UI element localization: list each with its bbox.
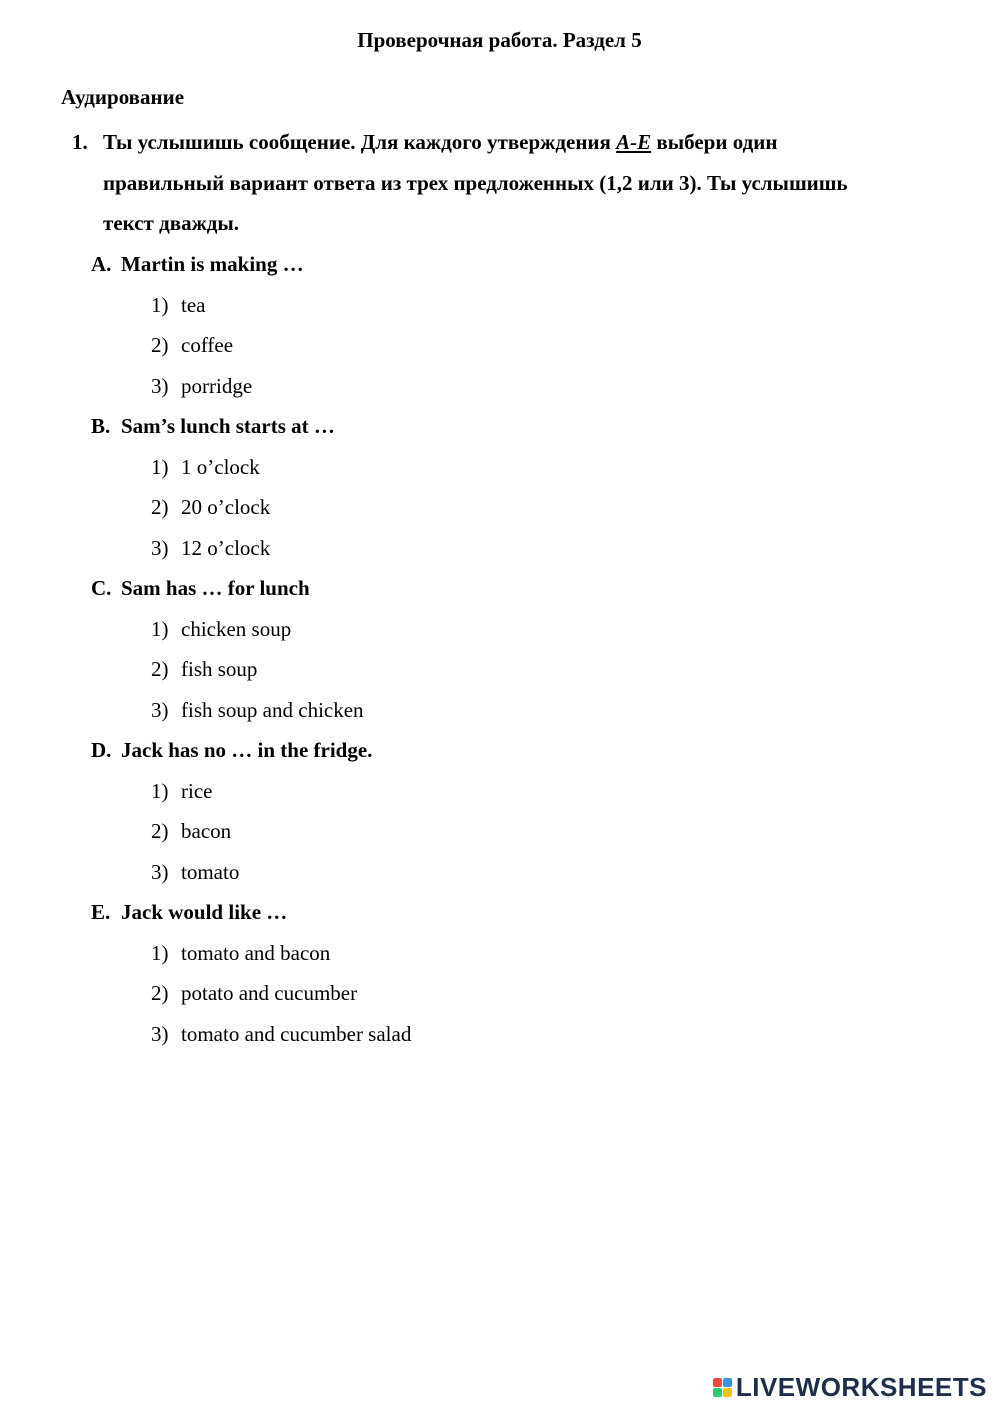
answer-option[interactable] [91,811,891,852]
option-text: fish soup and chicken [181,697,364,722]
answer-option[interactable] [91,487,891,528]
option-number: 2) [151,495,169,519]
logo-square-green [713,1388,722,1397]
option-text: rice [181,778,213,803]
answer-option[interactable] [91,447,891,488]
option-number: 1) [151,616,169,641]
question-heading [91,406,891,447]
question-letter: D. [91,738,112,762]
option-text: 1 o’clock [181,454,260,479]
question-d [91,730,891,892]
question-heading [91,892,891,933]
option-number: 2) [151,981,169,1005]
option-text: coffee [181,333,234,357]
option-text: porridge [181,373,253,398]
option-text: tomato and bacon [181,940,331,965]
option-number: 1) [151,778,169,803]
option-number: 3) [151,859,169,884]
option-text: chicken soup [181,616,292,641]
option-number: 2) [151,819,169,843]
option-number: 3) [151,535,169,560]
question-text: Sam has … for lunch [121,576,310,600]
question-b [91,406,891,568]
option-text: tomato [181,859,240,884]
option-text: bacon [181,819,232,843]
option-text: tomato and cucumber salad [181,1021,412,1046]
liveworksheets-logo [713,1372,987,1403]
logo-square-yellow [723,1388,732,1397]
answer-option[interactable] [91,1014,891,1055]
logo-square-blue [723,1378,732,1387]
answer-option[interactable] [91,325,891,366]
option-number: 1) [151,454,169,479]
question-c [91,568,891,730]
question-heading [91,568,891,609]
option-text: potato and cucumber [181,981,358,1005]
answer-option[interactable] [91,973,891,1014]
task-number: 1. [72,130,88,154]
section-title: Аудирование [61,85,185,109]
answer-option[interactable] [91,366,891,407]
option-number: 2) [151,333,169,357]
task-text-after: выбери один правильный вариант ответа из трех предложенных (1,2 или 3). Ты услышишь текст дважды. [103,130,848,235]
question-text: Sam’s lunch starts at … [121,414,335,438]
answer-option[interactable] [91,852,891,893]
question-heading [91,730,891,771]
option-number: 3) [151,373,169,398]
option-number: 1) [151,940,169,965]
option-text: tea [181,292,206,317]
task-instruction [72,122,892,244]
option-text: 20 o’clock [181,495,271,519]
answer-option[interactable] [91,609,891,650]
task-text-before: Ты услышишь сообщение. Для каждого утверждения [103,130,617,154]
option-number: 2) [151,657,169,681]
question-letter: E. [91,900,111,924]
answer-option[interactable] [91,285,891,326]
option-number: 1) [151,292,169,317]
option-text: fish soup [181,657,258,681]
option-number: 3) [151,697,169,722]
question-text: Martin is making … [121,252,304,276]
option-number: 3) [151,1021,169,1046]
question-list [91,244,891,1054]
option-text: 12 o’clock [181,535,271,560]
question-a [91,244,891,406]
question-e [91,892,891,1054]
logo-square-red [713,1378,722,1387]
page-title: Проверочная работа. Раздел 5 [357,28,642,52]
question-letter: A. [91,252,112,276]
answer-option[interactable] [91,649,891,690]
question-heading [91,244,891,285]
question-letter: B. [91,414,111,438]
logo-text: LIVEWORKSHEETS [735,1372,987,1402]
answer-option[interactable] [91,690,891,731]
question-text: Jack has no … in the fridge. [121,738,373,762]
answer-option[interactable] [91,771,891,812]
question-text: Jack would like … [121,900,288,924]
task-range: A-E [616,130,652,154]
question-letter: C. [91,576,112,600]
answer-option[interactable] [91,933,891,974]
task-text [103,122,892,244]
answer-option[interactable] [91,528,891,569]
logo-icon [713,1378,732,1397]
